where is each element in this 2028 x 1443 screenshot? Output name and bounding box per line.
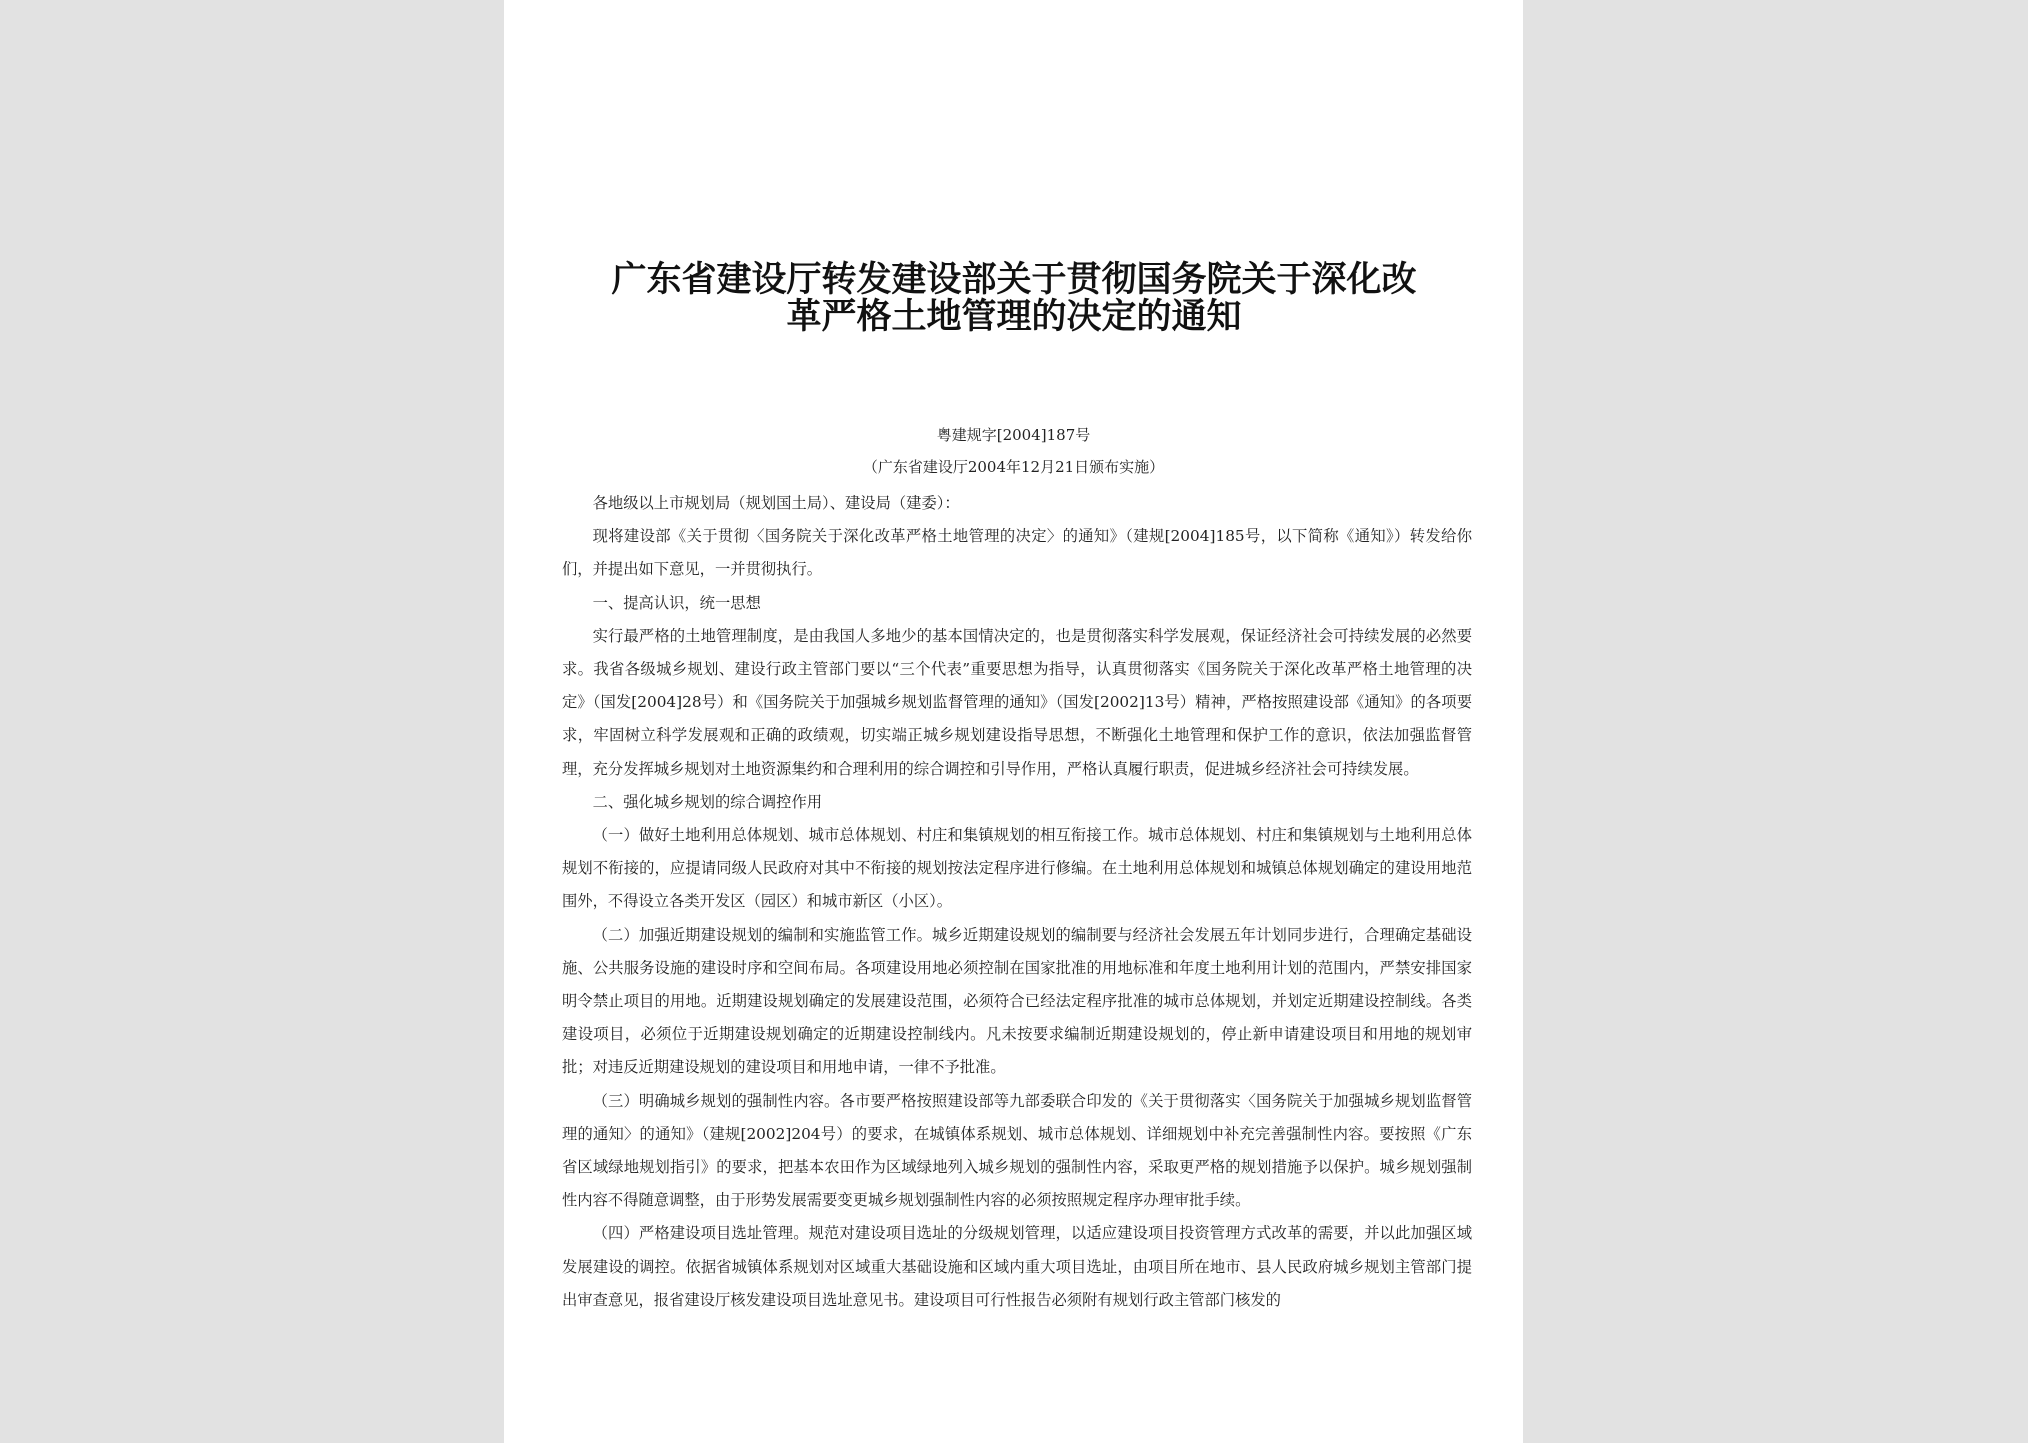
- section-2-item-4: （四）严格建设项目选址管理。规范对建设项目选址的分级规划管理，以适应建设项目投资管理方式改革的需要，并以此加强区域发展建设的调控。依据省城镇体系规划对区域重大基础设施和区域内重大项目选址，由项目所在地市、县人民政府城乡规划主管部门提出审查意见，报省建设厅核发建设项目选址意见书。建设项目可行性报告必须附有规划行政主管部门核发的: [562, 1224, 1472, 1309]
- intro-paragraph: 现将建设部《关于贯彻〈国务院关于深化改革严格土地管理的决定〉的通知》（建规[2004]185号，以下简称《通知》）转发给你们，并提出如下意见，一并贯彻执行。: [562, 527, 1472, 579]
- section-2-item-2: （二）加强近期建设规划的编制和实施监管工作。城乡近期建设规划的编制要与经济社会发展五年计划同步进行，合理确定基础设施、公共服务设施的建设时序和空间布局。各项建设用地必须控制在国家批准的用地标准和年度土地利用计划的范围内，严禁安排国家明令禁止项目的用地。近期建设规划确定的发展建设范围，必须符合已经法定程序批准的城市总体规划，并划定近期建设控制线。各类建设项目，必须位于近期建设规划确定的近期建设控制线内。凡未按要求编制近期建设规划的，停止新申请建设项目和用地的规划审批；对违反近期建设规划的建设项目和用地申请，一律不予批准。: [562, 925, 1472, 1077]
- document-number: 粤建规字[2004]187号: [936, 426, 1091, 444]
- section-2-item-3: （三）明确城乡规划的强制性内容。各市要严格按照建设部等九部委联合印发的《关于贯彻落实〈国务院关于加强城乡规划监督管理的通知〉的通知》（建规[2002]204号）的要求，在城镇体系规划、城市总体规划、详细规划中补充完善强制性内容。要按照《广东省区域绿地规划指引》的要求，把基本农田作为区域绿地列入城乡规划的强制性内容，采取更严格的规划措施予以保护。城乡规划强制性内容不得随意调整，由于形势发展需要变更城乡规划强制性内容的必须按照规定程序办理审批手续。: [562, 1091, 1472, 1210]
- title-line-1: 广东省建设厅转发建设部关于贯彻国务院关于深化改: [611, 260, 1417, 300]
- section-1-heading: 一、提高认识，统一思想: [592, 593, 761, 612]
- document-title: [564, 262, 1464, 336]
- title-line-2: 革严格土地管理的决定的通知: [786, 297, 1242, 337]
- document-body: [562, 487, 1472, 1317]
- section-2-heading: 二、强化城乡规划的综合调控作用: [592, 792, 823, 811]
- issue-date-note: （广东省建设厅2004年12月21日颁布实施）: [862, 458, 1165, 476]
- salutation: 各地级以上市规划局（规划国土局）、建设局（建委）：: [592, 494, 960, 512]
- section-1-paragraph: 实行最严格的土地管理制度，是由我国人多地少的基本国情决定的，也是贯彻落实科学发展观，保证经济社会可持续发展的必然要求。我省各级城乡规划、建设行政主管部门要以“三个代表”重要思想为指导，认真贯彻落实《国务院关于深化改革严格土地管理的决定》（国发[2004]28号）和《国务院关于加强城乡规划监督管理的通知》（国发[2002]13号）精神，严格按照建设部《通知》的各项要求，牢固树立科学发展观和正确的政绩观，切实端正城乡规划建设指导思想，不断强化土地管理和保护工作的意识，依法加强监督管理，充分发挥城乡规划对土地资源集约和合理利用的综合调控和引导作用，严格认真履行职责，促进城乡经济社会可持续发展。: [562, 626, 1472, 778]
- document-page: [504, 0, 1523, 1443]
- section-2-item-1: （一）做好土地利用总体规划、城市总体规划、村庄和集镇规划的相互衔接工作。城市总体规划、村庄和集镇规划与土地利用总体规划不衔接的，应提请同级人民政府对其中不衔接的规划按法定程序进行修编。在土地利用总体规划和城镇总体规划确定的建设用地范围外，不得设立各类开发区（园区）和城市新区（小区）。: [562, 826, 1472, 911]
